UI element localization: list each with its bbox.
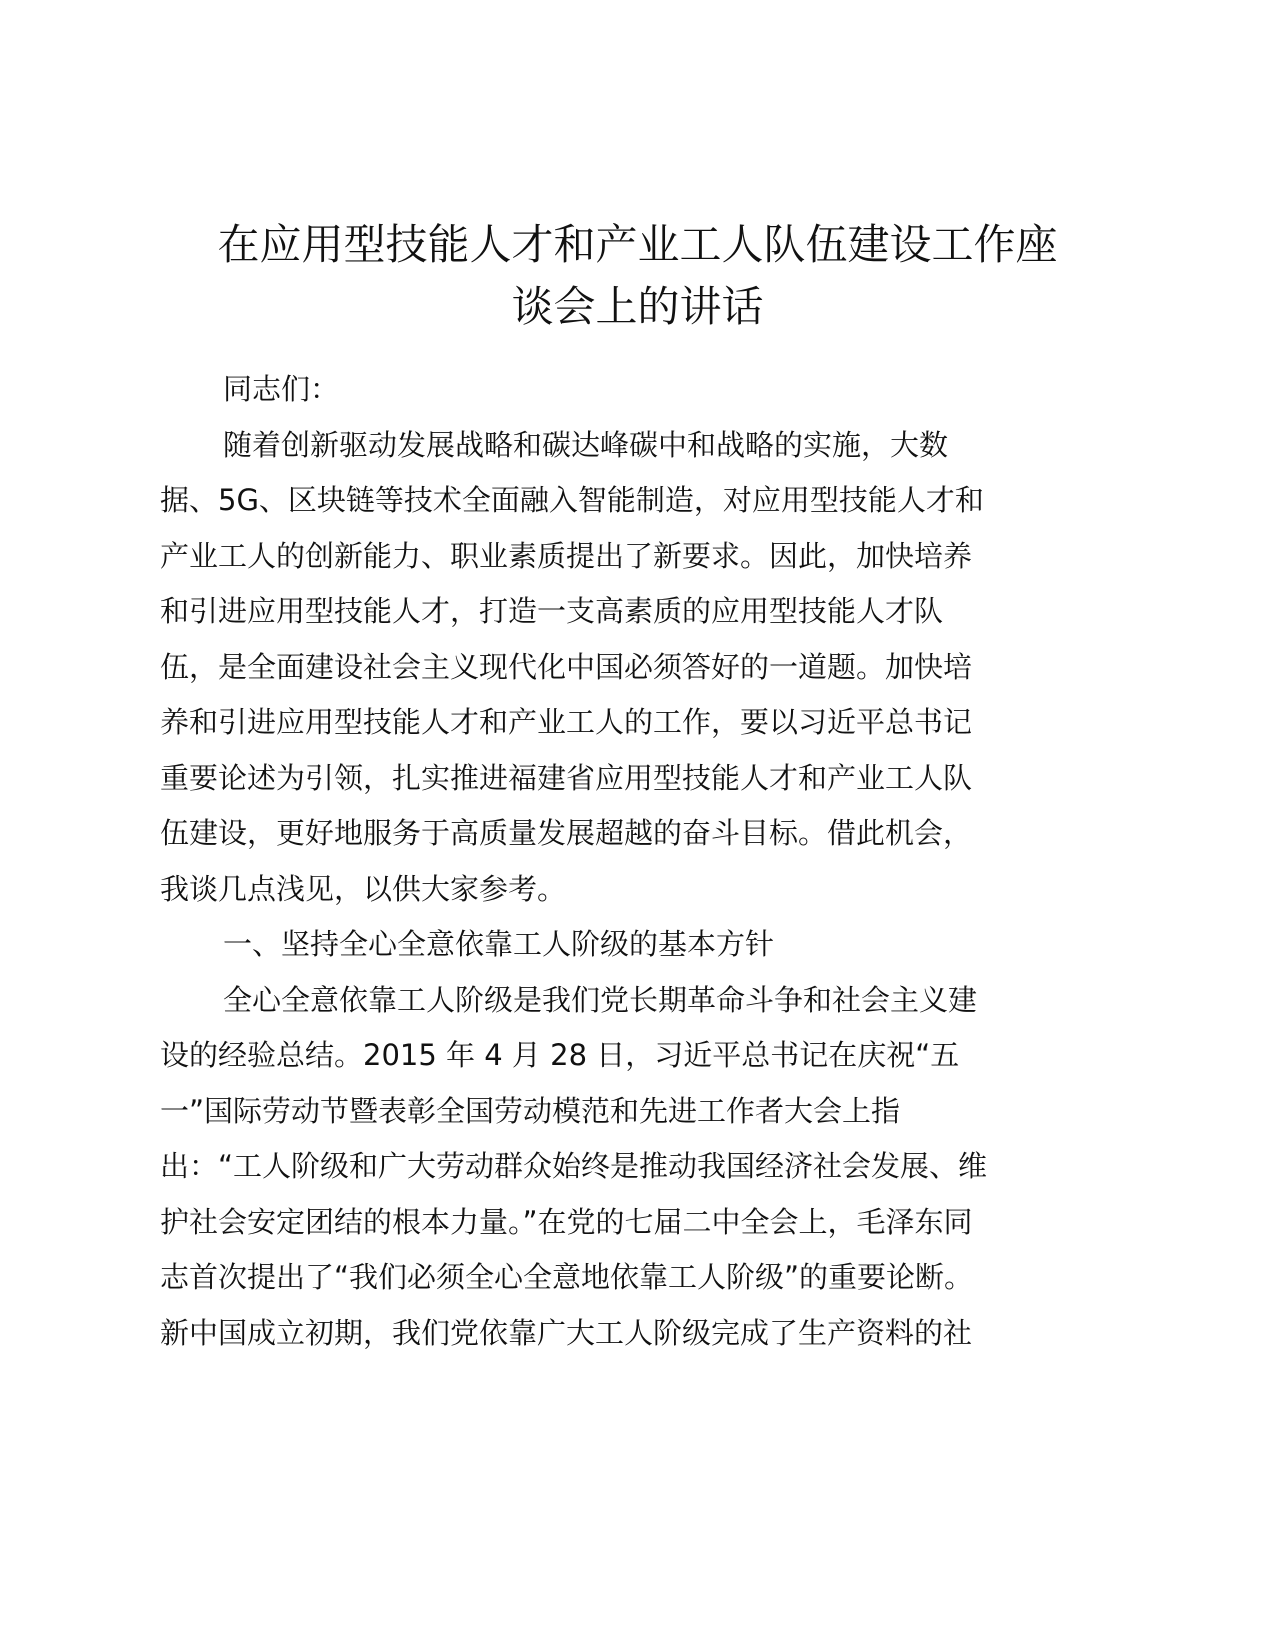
body-line: 伍，是全面建设社会主义现代化中国必须答好的一道题。加快培: [160, 649, 973, 684]
body-line: 设的经验总结。2015 年 4 月 28 日，习近平总书记在庆祝“五: [160, 1038, 960, 1072]
body-line: 同志们：: [223, 372, 340, 406]
body-line: 养和引进应用型技能人才和产业工人的工作，要以习近平总书记: [160, 705, 973, 739]
body-line: 随着创新驱动发展战略和碳达峰碳中和战略的实施，大数: [223, 427, 949, 462]
body-line: 据、5G、区块链等技术全面融入智能制造，对应用型技能人才和: [160, 483, 984, 517]
body-line: 重要论述为引领，扎实推进福建省应用型技能人才和产业工人队: [160, 760, 973, 795]
body-line: 出：“工人阶级和广大劳动群众始终是推动我国经济社会发展、维: [160, 1149, 988, 1183]
title-line-1: 在应用型技能人才和产业工人队伍建设工作座: [217, 220, 1058, 269]
body-line: 伍建设，更好地服务于高质量发展超越的奋斗目标。借此机会，: [160, 816, 973, 850]
document-body: [160, 362, 1120, 1361]
body-line: 护社会安定团结的根本力量。”在党的七届二中全会上，毛泽东同: [160, 1204, 973, 1239]
body-line: 我谈几点浅见，以供大家参考。: [160, 871, 567, 906]
body-line: 和引进应用型技能人才，打造一支高素质的应用型技能人才队: [160, 594, 944, 628]
body-line: 全心全意依靠工人阶级是我们党长期革命斗争和社会主义建: [223, 982, 978, 1017]
title-line-2: 谈会上的讲话: [511, 282, 764, 331]
body-line: 新中国成立初期，我们党依靠广大工人阶级完成了生产资料的社: [160, 1315, 973, 1350]
body-line: 志首次提出了“我们必须全心全意地依靠工人阶级”的重要论断。: [160, 1260, 974, 1294]
section-heading: 一、坚持全心全意依靠工人阶级的基本方针: [223, 927, 775, 961]
document-title: [100, 214, 1175, 338]
body-line: 产业工人的创新能力、职业素质提出了新要求。因此，加快培养: [160, 538, 973, 573]
body-line: 一”国际劳动节暨表彰全国劳动模范和先进工作者大会上指: [160, 1093, 901, 1128]
